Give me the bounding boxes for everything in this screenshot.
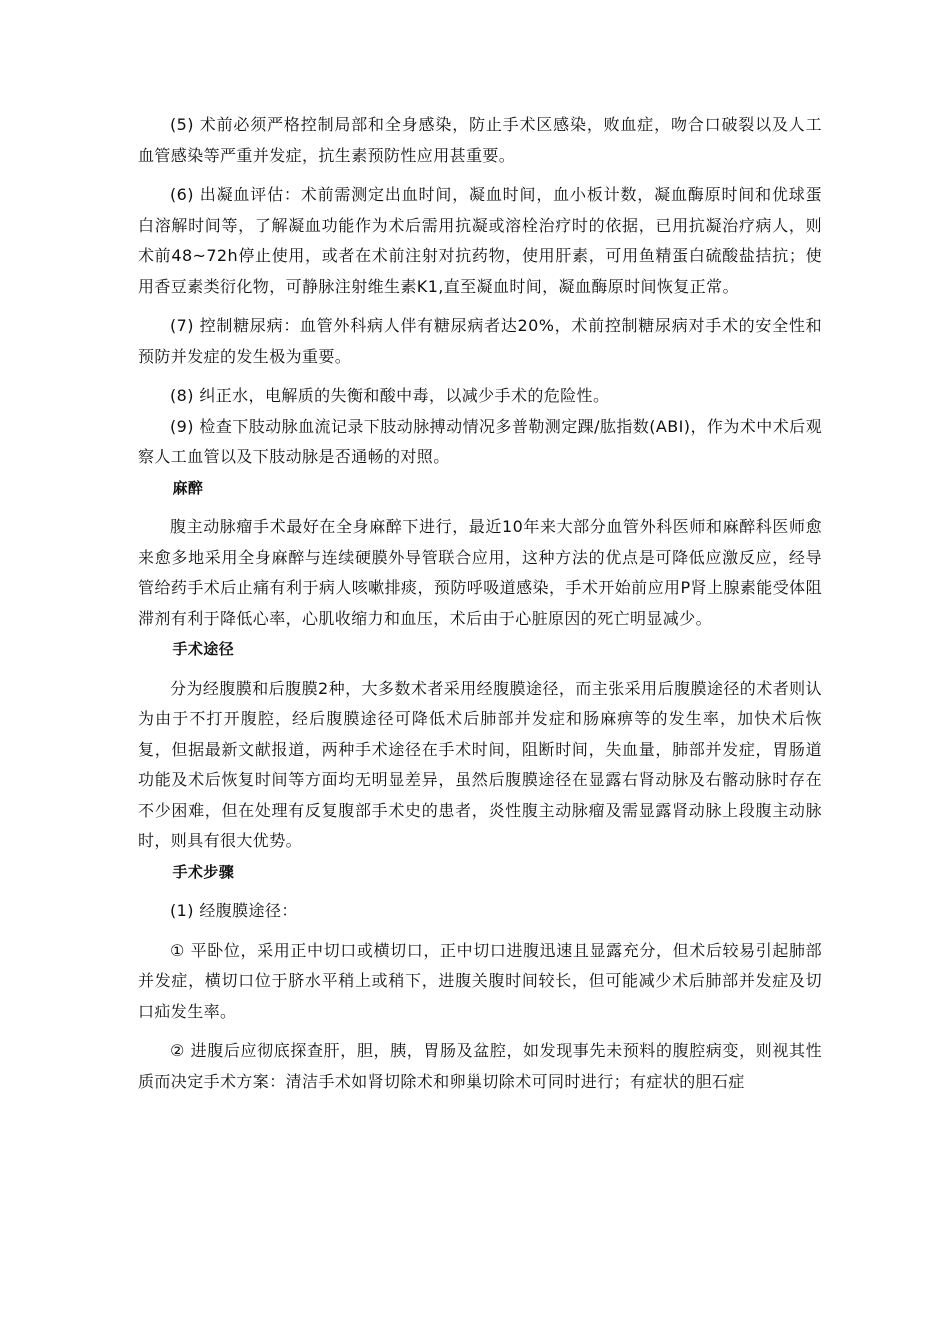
paragraph-item-5: (5) 术前必须严格控制局部和全身感染，防止手术区感染，败血症，吻合口破裂以及人工血管感染等严重并发症，抗生素预防性应用甚重要。 <box>138 115 822 165</box>
paragraph-step-1a: ① 平卧位，采用正中切口或横切口，正中切口进腹迅速且显露充分，但术后较易引起肺部并发症，横切口位于脐水平稍上或稍下，进腹关腹时间较长，但可能减少术后肺部并发症及切口疝发生率。 <box>138 940 822 1021</box>
paragraph-item-9: (9) 检查下肢动脉血流记录下肢动脉搏动情况多普勒测定踝/肱指数(ABI)，作为术中术后观察人工血管以及下肢动脉是否通畅的对照。 <box>138 416 822 466</box>
section-heading-steps: 手术步骤 <box>172 862 235 881</box>
paragraph-step-1b: ② 进腹后应彻底探查肝，胆，胰，胃肠及盆腔，如发现事先未预料的腹腔病变，则视其性质而决定手术方案：清洁手术如肾切除术和卵巢切除术可同时进行；有症状的胆石症 <box>138 1041 822 1091</box>
section-heading-approach: 手术途径 <box>172 640 235 658</box>
paragraph-item-7: (7) 控制糖尿病：血管外科病人伴有糖尿病者达20%，术前控制糖尿病对手术的安全性和预防并发症的发生极为重要。 <box>138 316 822 366</box>
section-heading-anesthesia: 麻醉 <box>172 478 204 497</box>
paragraph-approach: 分为经腹膜和后腹膜2种，大多数术者采用经腹膜途径，而主张采用后腹膜途径的术者则认为由于不打开腹腔，经后腹膜途径可降低术后肺部并发症和肠麻痹等的发生率，加快术后恢复，但据最新文献报道，两种手术途径在手术时间，阻断时间，失血量，肺部并发症，胃肠道功能及术后恢复时间等方面均无明显差异，虽然后腹膜途径在显露右肾动脉及右髂动脉时存在不少困难，但在处理有反复腹部手术史的患者，炎性腹主动脉瘤及需显露肾动脉上段腹主动脉时，则具有很大优势。 <box>138 678 822 850</box>
paragraph-item-8: (8) 纠正水，电解质的失衡和酸中毒，以减少手术的危险性。 <box>170 386 610 405</box>
paragraph-step-1: (1) 经腹膜途径： <box>170 901 298 920</box>
paragraph-item-6: (6) 出凝血评估：术前需测定出血时间，凝血时间，血小板计数，凝血酶原时间和优球蛋白溶解时间等，了解凝血功能作为术后需用抗凝或溶栓治疗时的依据，已用抗凝治疗病人，则术前48~72h停止使用，或者在术前注射对抗药物，使用肝素，可用鱼精蛋白硫酸盐拮抗；使用香豆素类衍化物，可静脉注射维生素K1,直至凝血时间，凝血酶原时间恢复正常。 <box>138 185 822 296</box>
paragraph-anesthesia: 腹主动脉瘤手术最好在全身麻醉下进行，最近10年来大部分血管外科医师和麻醉科医师愈来愈多地采用全身麻醉与连续硬膜外导管联合应用，这种方法的优点是可降低应激反应，经导管给药手术后止痛有利于病人咳嗽排痰，预防呼吸道感染，手术开始前应用P肾上腺素能受体阻滞剂有利于降低心率，心肌收缩力和血压，术后由于心脏原因的死亡明显减少。 <box>138 517 822 628</box>
